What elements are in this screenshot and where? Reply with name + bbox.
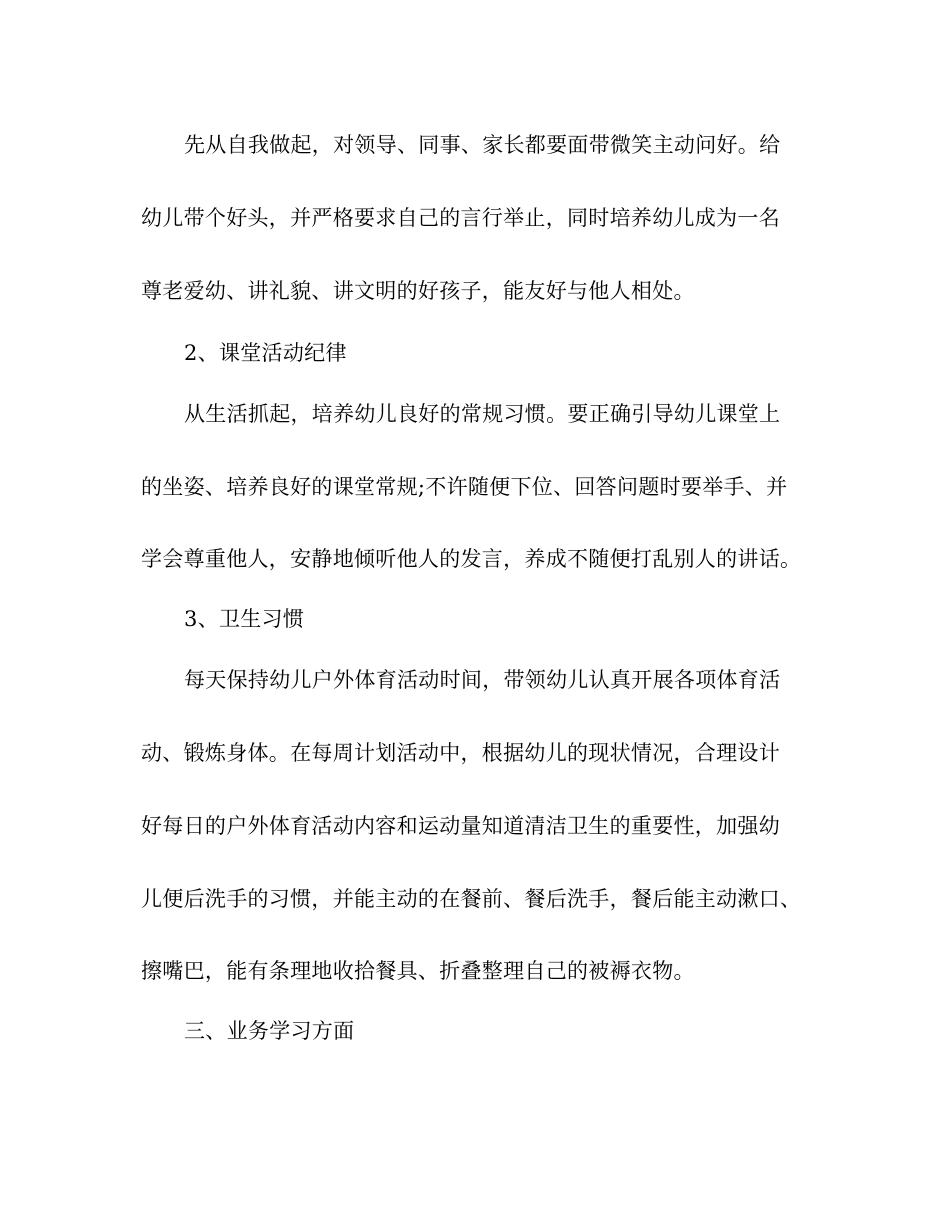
paragraph-line: 好每日的户外体育活动内容和运动量知道清洁卫生的重要性，加强幼 [141,814,780,838]
section-heading: 三、业务学习方面 [184,1019,355,1043]
section-heading: 3、卫生习惯 [184,607,305,631]
paragraph-line: 擦嘴巴，能有条理地收拾餐具、折叠整理自己的被褥衣物。 [141,959,695,983]
paragraph-line: 的坐姿、培养良好的课堂常规;不许随便下位、回答问题时要举手、并 [141,475,788,499]
paragraph-line: 幼儿带个好头，并严格要求自己的言行举止，同时培养幼儿成为一名 [141,206,780,230]
paragraph-line: 先从自我做起，对领导、同事、家长都要面带微笑主动问好。给 [184,133,781,157]
paragraph-line: 从生活抓起，培养幼儿良好的常规习惯。要正确引导幼儿课堂上 [184,402,781,426]
paragraph-line: 尊老爱幼、讲礼貌、讲文明的好孩子，能友好与他人相处。 [141,279,695,303]
paragraph-line: 动、锻炼身体。在每周计划活动中，根据幼儿的现状情况，合理设计 [141,741,780,765]
paragraph-line: 儿便后洗手的习惯，并能主动的在餐前、餐后洗手，餐后能主动漱口、 [141,887,802,911]
paragraph-line: 每天保持幼儿户外体育活动时间，带领幼儿认真开展各项体育活 [184,668,781,692]
paragraph-line: 学会尊重他人，安静地倾听他人的发言，养成不随便打乱别人的讲话。 [141,547,802,571]
section-heading: 2、课堂活动纪律 [184,341,347,365]
